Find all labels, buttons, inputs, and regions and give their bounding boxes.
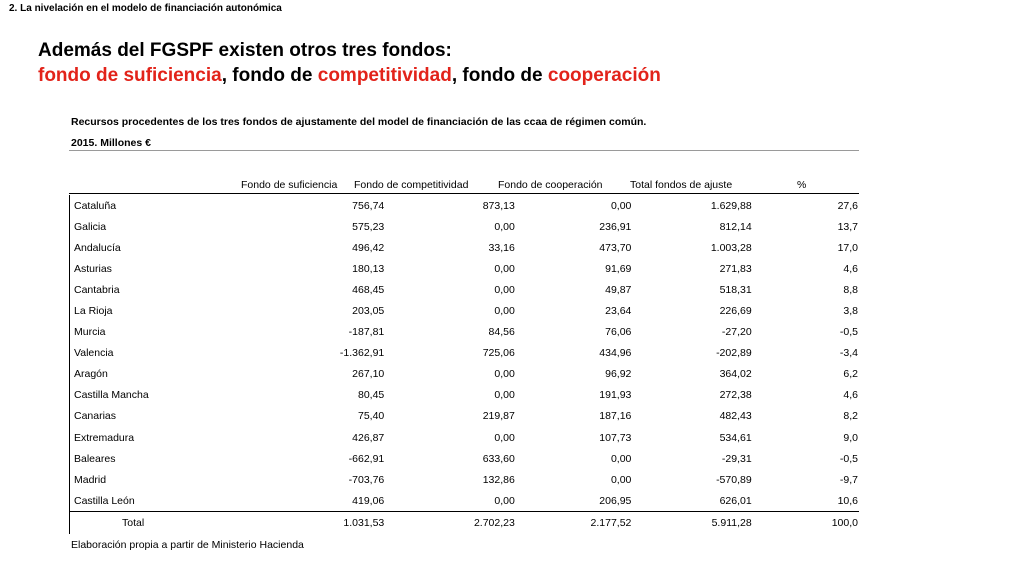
headline-line-2 [38, 63, 661, 88]
total-row [70, 512, 860, 534]
table-body [70, 195, 860, 534]
table-cell: 468,45 [352, 283, 385, 296]
table-cell: 4,6 [843, 262, 858, 275]
table-row [70, 469, 860, 490]
table-cell: -202,89 [716, 347, 752, 360]
region-name: Murcia [74, 326, 106, 339]
table-cell: -3,4 [839, 347, 858, 360]
table-cell: 17,0 [837, 241, 858, 254]
table-row [70, 406, 860, 427]
column-header-competitividad: Fondo de competitividad [354, 179, 469, 191]
column-header-total: Total fondos de ajuste [630, 179, 733, 191]
table-row [70, 216, 860, 237]
table-row [70, 490, 860, 512]
table-cell: 2.177,52 [515, 512, 632, 534]
table-cell: -703,76 [348, 473, 385, 486]
table-cell: 0,00 [494, 305, 515, 318]
table-row [70, 300, 860, 321]
table-row [70, 258, 860, 279]
table-cell: 191,93 [599, 389, 632, 402]
region-name: Aragón [74, 368, 108, 381]
table-cell: 132,86 [482, 473, 515, 486]
table-cell: 180,13 [352, 262, 385, 275]
table-cell: 5.911,28 [631, 512, 751, 534]
table-row [70, 448, 860, 469]
headline-separator-2: , fondo de [451, 65, 548, 86]
table-cell: 219,87 [482, 410, 515, 423]
table-row [70, 195, 860, 216]
table-cell: 10,6 [837, 494, 858, 507]
source-note: Elaboración propia a partir de Ministerio Hacienda [71, 539, 304, 551]
headline-fund-competitividad: competitividad [317, 65, 452, 86]
table-cell: 76,06 [605, 326, 632, 339]
table-cell: 1.031,53 [292, 512, 385, 534]
funds-table [69, 195, 859, 534]
table-cell: 9,0 [843, 431, 858, 444]
table-cell: 0,00 [494, 220, 515, 233]
table-cell: 80,45 [357, 389, 385, 402]
table-cell: -570,89 [716, 473, 752, 486]
headline [38, 38, 661, 88]
table-cell: 236,91 [599, 220, 632, 233]
table-title: Recursos procedentes de los tres fondos de ajustamente del model de financiación de las ccaa de régimen común. [71, 116, 647, 128]
table-cell: 49,87 [605, 283, 632, 296]
region-name: Madrid [74, 473, 107, 486]
region-name: Andalucía [74, 241, 121, 254]
region-name: Cantabria [74, 283, 120, 296]
table-cell: -187,81 [348, 326, 385, 339]
table-cell: 482,43 [719, 410, 752, 423]
table-cell: 75,40 [357, 410, 385, 423]
table-cell: 6,2 [843, 368, 858, 381]
table-row [70, 237, 860, 258]
table-cell: 633,60 [482, 452, 515, 465]
region-name: Galicia [74, 220, 107, 233]
region-name: Castilla León [74, 494, 135, 507]
table-cell: 756,74 [352, 199, 385, 212]
table-cell: 13,7 [837, 220, 858, 233]
headline-fund-suficiencia: fondo de suficiencia [38, 65, 222, 86]
table-cell: 0,00 [610, 473, 632, 486]
table-cell: -27,20 [721, 326, 752, 339]
table-cell: 364,02 [719, 368, 752, 381]
headline-separator-1: , fondo de [221, 65, 318, 86]
table-cell: 0,00 [494, 431, 515, 444]
region-name: Canarias [74, 410, 117, 423]
table-cell: 187,16 [599, 410, 632, 423]
table-cell: 575,23 [352, 220, 385, 233]
table-cell: 8,8 [843, 283, 858, 296]
table-cell: 473,70 [599, 241, 632, 254]
table-cell: 496,42 [352, 241, 385, 254]
region-name: Asturias [74, 262, 112, 275]
table-cell: 873,13 [482, 199, 515, 212]
table-cell: 0,00 [494, 494, 515, 507]
table-cell: 0,00 [494, 368, 515, 381]
table-cell: -9,7 [839, 473, 858, 486]
table-row [70, 385, 860, 406]
table-cell: 107,73 [599, 431, 632, 444]
table-cell: -0,5 [839, 326, 858, 339]
table-cell: 4,6 [843, 389, 858, 402]
table-cell: 8,2 [843, 410, 858, 423]
table-cell: 0,00 [494, 389, 515, 402]
table-row [70, 322, 860, 343]
region-name: Cataluña [74, 199, 117, 212]
column-header-suficiencia: Fondo de suficiencia [241, 179, 338, 191]
table-cell: 0,00 [610, 452, 632, 465]
table-cell: 96,92 [605, 368, 632, 381]
table-row [70, 343, 860, 364]
table-row [70, 364, 860, 385]
table-row [70, 279, 860, 300]
table-cell: 100,0 [752, 512, 859, 534]
table-cell: 725,06 [482, 347, 515, 360]
table-cell: 84,56 [488, 326, 515, 339]
region-name: Extremadura [74, 431, 135, 444]
subtitle-divider [69, 150, 859, 151]
table-cell: 534,61 [719, 431, 752, 444]
total-label: Total [70, 512, 292, 534]
table-cell: 0,00 [494, 283, 515, 296]
region-name: Castilla Mancha [74, 389, 149, 402]
table-cell: 0,00 [610, 199, 632, 212]
table-cell: 267,10 [352, 368, 385, 381]
table-cell: 33,16 [488, 241, 515, 254]
table-cell: 426,87 [352, 431, 385, 444]
table-cell: -0,5 [839, 452, 858, 465]
table-cell: -29,31 [721, 452, 752, 465]
table-cell: 23,64 [605, 305, 632, 318]
table-cell: 27,6 [837, 199, 858, 212]
table-cell: 626,01 [719, 494, 752, 507]
table-cell: -662,91 [348, 452, 385, 465]
section-label: 2. La nivelación en el modelo de financiación autonómica [9, 3, 282, 14]
table-cell: 91,69 [605, 262, 632, 275]
table-cell: 518,31 [719, 283, 752, 296]
table-cell: 3,8 [843, 305, 858, 318]
table-cell: 2.702,23 [384, 512, 515, 534]
region-name: La Rioja [74, 305, 113, 318]
header-divider [69, 193, 859, 194]
headline-fund-cooperacion: cooperación [547, 65, 661, 86]
table-row [70, 427, 860, 448]
table-cell: 1.003,28 [710, 241, 752, 254]
table-cell: 812,14 [719, 220, 752, 233]
table-cell: -1.362,91 [339, 347, 385, 360]
table-cell: 272,38 [719, 389, 752, 402]
table-cell: 203,05 [352, 305, 385, 318]
column-header-percent: % [797, 179, 807, 191]
table-cell: 0,00 [494, 262, 515, 275]
region-name: Baleares [74, 452, 116, 465]
table-cell: 271,83 [719, 262, 752, 275]
headline-line-1: Además del FGSPF existen otros tres fondos: [38, 40, 452, 61]
column-header-cooperacion: Fondo de cooperación [498, 179, 603, 191]
table-cell: 1.629,88 [710, 199, 752, 212]
table-subtitle: 2015. Millones € [71, 137, 151, 149]
region-name: Valencia [74, 347, 114, 360]
table-cell: 419,06 [352, 494, 385, 507]
table-cell: 206,95 [599, 494, 632, 507]
table-cell: 434,96 [599, 347, 632, 360]
table-cell: 226,69 [719, 305, 752, 318]
